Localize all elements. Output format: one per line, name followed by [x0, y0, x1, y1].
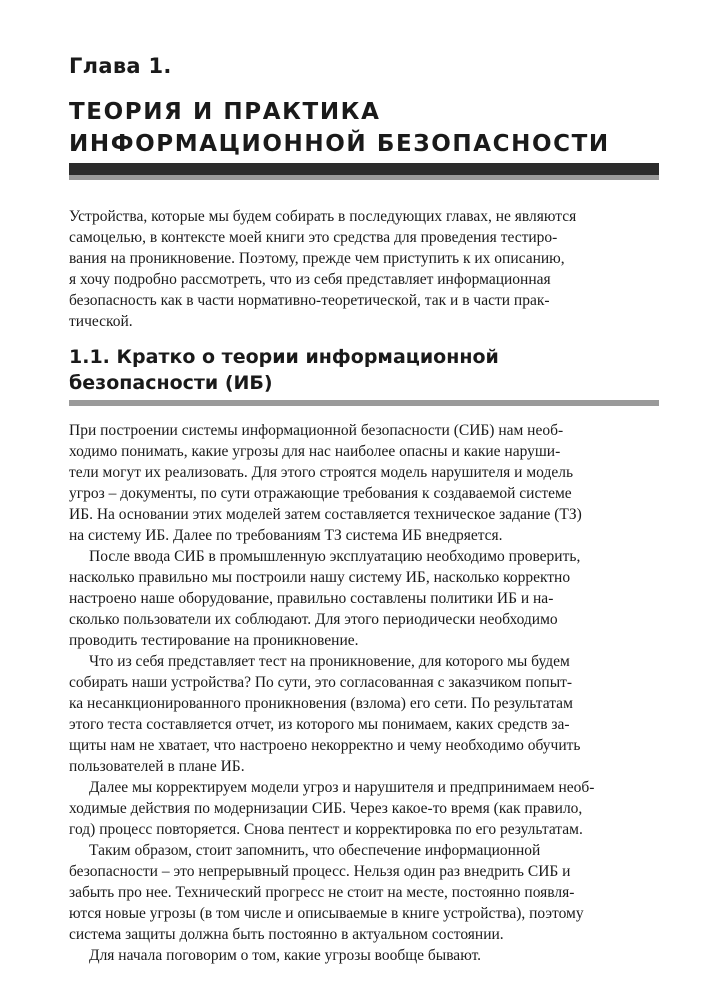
chapter-divider-bar: [69, 163, 659, 175]
text-line: Что из себя представляет тест на проникновение, для которого мы будем: [89, 653, 570, 670]
chapter-title-line: ТЕОРИЯ И ПРАКТИКА: [69, 99, 381, 125]
paragraph: [69, 777, 659, 840]
text-line: сколько пользователи их соблюдают. Для этого периодически необходимо: [69, 611, 558, 628]
text-line: Далее мы корректируем модели угроз и нарушителя и предпринимаем необ-: [89, 779, 595, 796]
paragraph: [69, 420, 659, 546]
text-line: забыть про нее. Технический прогресс не стоит на месте, постоянно появля-: [69, 884, 575, 901]
text-line: проводить тестирование на проникновение.: [69, 632, 359, 649]
text-line: ходимо понимать, какие угрозы для нас наиболее опасны и какие наруши-: [69, 443, 561, 460]
text-line: этого теста составляется отчет, из которого мы понимаем, каких средств за-: [69, 716, 570, 733]
text-line: Для начала поговорим о том, какие угрозы вообще бывают.: [89, 947, 482, 964]
text-line: настроено наше оборудование, правильно составлены политики ИБ и на-: [69, 590, 554, 607]
paragraph: [69, 546, 659, 651]
text-line: безопасность как в части нормативно-теоретической, так и в части прак-: [69, 292, 550, 309]
paragraph: [69, 651, 659, 777]
text-line: насколько правильно мы построили нашу систему ИБ, насколько корректно: [69, 569, 571, 586]
text-line: вания на проникновение. Поэтому, прежде чем приступить к их описанию,: [69, 250, 565, 267]
text-line: ходимые действия по модернизации СИБ. Через какое-то время (как правило,: [69, 800, 583, 817]
section-body: [69, 420, 659, 966]
section-title-line: 1.1. Кратко о теории информационной: [69, 346, 499, 368]
text-line: Устройства, которые мы будем собирать в последующих главах, не являются: [69, 208, 577, 225]
section-divider-bar: [69, 400, 659, 406]
text-line: безопасности – это непрерывный процесс. Нельзя один раз внедрить СИБ и: [69, 863, 571, 880]
section-title-line: безопасности (ИБ): [69, 372, 273, 394]
text-line: Таким образом, стоит запомнить, что обеспечение информационной: [89, 842, 541, 859]
text-line: пользователей в плане ИБ.: [69, 758, 245, 775]
text-line: ются новые угрозы (в том числе и описываемые в книге устройства), поэтому: [69, 905, 584, 922]
text-line: После ввода СИБ в промышленную эксплуатацию необходимо проверить,: [89, 548, 581, 565]
paragraph: [69, 840, 659, 945]
text-line: на систему ИБ. Далее по требованиям ТЗ система ИБ внедряется.: [69, 527, 503, 544]
text-line: собирать наши устройства? По сути, это согласованная с заказчиком попыт-: [69, 674, 573, 691]
text-line: щиты нам не хватает, что настроено некорректно и чему необходимо обучить: [69, 737, 581, 754]
chapter-title-line: ИНФОРМАЦИОННОЙ БЕЗОПАСНОСТИ: [69, 131, 610, 157]
text-line: ИБ. На основании этих моделей затем составляется техническое задание (ТЗ): [69, 506, 582, 523]
chapter-divider-shade: [69, 175, 659, 180]
text-line: тели могут их реализовать. Для этого строятся модель нарушителя и модель: [69, 464, 574, 481]
text-line: я хочу подробно рассмотреть, что из себя представляет информационная: [69, 271, 551, 288]
chapter-title: [69, 96, 669, 160]
text-line: самоцелью, в контексте моей книги это средства для проведения тестиро-: [69, 229, 558, 246]
text-line: ка несанкционированного проникновения (взлома) его сети. По результатам: [69, 695, 573, 712]
text-line: угроз – документы, по сути отражающие требования к создаваемой системе: [69, 485, 572, 502]
text-line: год) процесс повторяется. Снова пентест и корректировка по его результатам.: [69, 821, 583, 838]
text-line: тической.: [69, 313, 133, 330]
section-title: [69, 344, 659, 396]
chapter-label: Глава 1.: [69, 54, 172, 78]
paragraph: [69, 945, 659, 966]
intro-paragraph: [69, 206, 659, 332]
text-line: система защиты должна быть постоянно в актуальном состоянии.: [69, 926, 504, 943]
text-line: При построении системы информационной безопасности (СИБ) нам необ-: [69, 422, 564, 439]
